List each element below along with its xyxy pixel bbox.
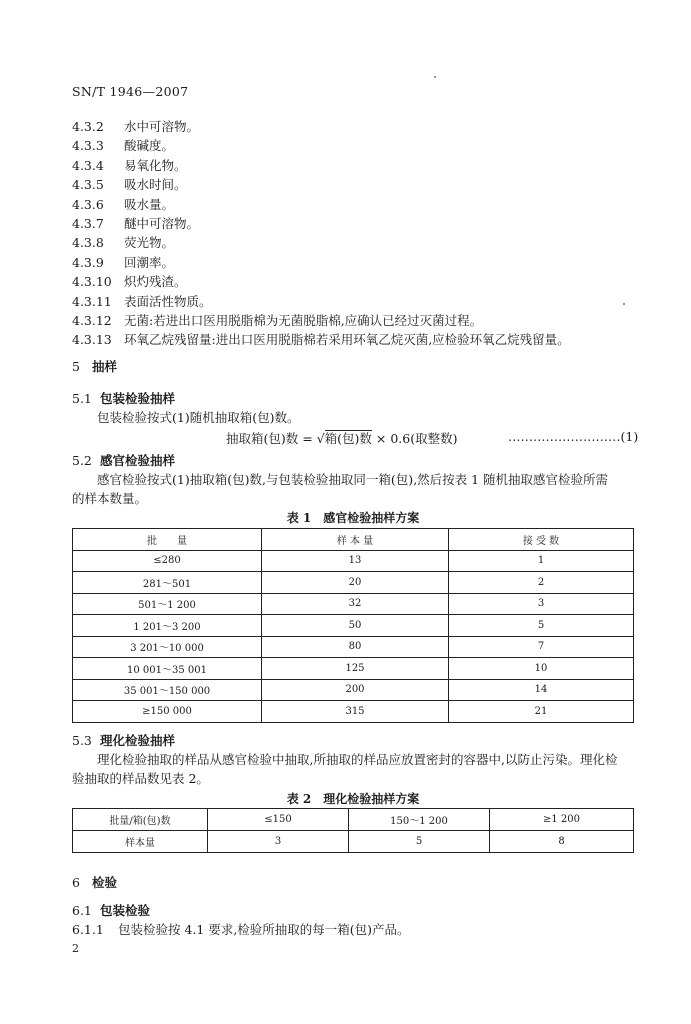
formula-rhs: × 0.6(取整数) bbox=[371, 431, 458, 446]
table-cell: 3 201～10 000 bbox=[73, 636, 262, 658]
clause-text: 表面活性物质。 bbox=[124, 293, 212, 309]
section-number: 5.3 bbox=[72, 733, 92, 748]
clause-text: 包装检验按 4.1 要求,检验所抽取的每一箱(包)产品。 bbox=[118, 922, 410, 937]
clause-item bbox=[72, 117, 199, 135]
paragraph-line: 理化检验抽取的样品从感官检验中抽取,所抽取的样品应放置密封的容器中,以防止污染。理化检 bbox=[97, 752, 618, 767]
column-header: 样 本 量 bbox=[262, 529, 449, 551]
table-row bbox=[73, 809, 634, 831]
table-2-caption: 表 2 理化检验抽样方案 bbox=[286, 792, 420, 806]
table-cell: 125 bbox=[262, 658, 449, 680]
table-cell: 50 bbox=[262, 615, 449, 637]
table-cell: 8 bbox=[490, 831, 634, 853]
clause-text: 易氧化物。 bbox=[124, 157, 187, 173]
table-cell: 5 bbox=[449, 615, 634, 637]
table-row bbox=[73, 593, 634, 615]
clause-number: 4.3.3 bbox=[72, 138, 104, 154]
clause-number: 4.3.13 bbox=[72, 332, 112, 348]
table-cell: 1 bbox=[449, 550, 634, 572]
clause-item bbox=[72, 233, 174, 251]
section-title: 理化检验抽样 bbox=[100, 733, 176, 748]
table-cell: ≤150 bbox=[208, 809, 349, 831]
table-cell: 315 bbox=[262, 701, 449, 723]
table-cell: 5 bbox=[349, 831, 490, 853]
section-6-heading bbox=[72, 873, 117, 891]
section-title: 检验 bbox=[92, 875, 118, 890]
table-1 bbox=[72, 528, 634, 723]
clause-text: 回潮率。 bbox=[124, 254, 175, 270]
scan-speck bbox=[434, 76, 436, 78]
section-number: 6.1 bbox=[72, 903, 92, 918]
clause-item bbox=[72, 156, 187, 174]
page-header: SN/T 1946—2007 bbox=[72, 84, 189, 99]
clause-item bbox=[72, 214, 199, 232]
section-5-heading bbox=[72, 357, 117, 375]
table-cell: 281～501 bbox=[73, 572, 262, 594]
table-header-row bbox=[73, 529, 634, 551]
section-title: 包装检验抽样 bbox=[100, 391, 176, 406]
table-cell: 10 001～35 001 bbox=[73, 658, 262, 680]
section-number: 5 bbox=[72, 359, 80, 374]
table-cell: 7 bbox=[449, 636, 634, 658]
formula-radicand: 箱(包)数 bbox=[324, 431, 372, 446]
table-cell: 10 bbox=[449, 658, 634, 680]
clause-text: 环氧乙烷残留量:进出口医用脱脂棉若采用环氧乙烷灭菌,应检验环氧乙烷残留量。 bbox=[124, 332, 570, 348]
table-cell: 3 bbox=[449, 593, 634, 615]
table-row bbox=[73, 701, 634, 723]
table-cell: ≤280 bbox=[73, 550, 262, 572]
page-number: 2 bbox=[72, 942, 79, 955]
formula bbox=[226, 429, 457, 447]
table-cell: 200 bbox=[262, 679, 449, 701]
paragraph-line: 的样本数量。 bbox=[72, 491, 148, 506]
clause-item bbox=[72, 136, 174, 154]
section-5-3-heading bbox=[72, 731, 175, 749]
table-cell: 150～1 200 bbox=[349, 809, 490, 831]
clause-number: 4.3.12 bbox=[72, 313, 112, 328]
clause-number: 4.3.9 bbox=[72, 254, 104, 270]
table-row bbox=[73, 636, 634, 658]
clause-number: 4.3.8 bbox=[72, 235, 104, 251]
table-cell: 样本量 bbox=[73, 831, 208, 853]
clause-text: 吸水量。 bbox=[124, 196, 175, 212]
table-cell: 32 bbox=[262, 593, 449, 615]
table-row bbox=[73, 615, 634, 637]
clause-text: 荧光物。 bbox=[124, 235, 175, 251]
clause-text: 炽灼残渣。 bbox=[124, 274, 187, 290]
table-cell: 501～1 200 bbox=[73, 593, 262, 615]
clause-item bbox=[72, 292, 212, 310]
table-cell: ≥1 200 bbox=[490, 809, 634, 831]
clause-number: 4.3.11 bbox=[72, 293, 112, 309]
section-title: 感官检验抽样 bbox=[100, 453, 176, 468]
table-cell: 2 bbox=[449, 572, 634, 594]
clause-number: 4.3.6 bbox=[72, 196, 104, 212]
section-number: 5.2 bbox=[72, 453, 92, 468]
clause-item bbox=[72, 195, 174, 213]
section-number: 5.1 bbox=[72, 391, 92, 406]
paragraph-line: 感官检验按式(1)抽取箱(包)数,与包装检验抽取同一箱(包),然后按表 1 随机抽取感官检验所需 bbox=[97, 472, 609, 487]
table-cell: 80 bbox=[262, 636, 449, 658]
table-1-caption: 表 1 感官检验抽样方案 bbox=[286, 511, 420, 525]
section-title: 包装检验 bbox=[100, 903, 151, 918]
clause-text: 无菌:若进出口医用脱脂棉为无菌脱脂棉,应确认已经过灭菌过程。 bbox=[124, 313, 483, 328]
table-cell: 13 bbox=[262, 550, 449, 572]
section-number: 6 bbox=[72, 875, 80, 890]
table-row bbox=[73, 550, 634, 572]
paragraph-line: 验抽取的样品数见表 2。 bbox=[72, 771, 209, 786]
table-cell: 1 201～3 200 bbox=[73, 615, 262, 637]
table-cell: 20 bbox=[262, 572, 449, 594]
table-row bbox=[73, 679, 634, 701]
column-header: 接 受 数 bbox=[449, 529, 634, 551]
clause-item bbox=[72, 175, 187, 193]
table-cell: 21 bbox=[449, 701, 634, 723]
clause-text: 水中可溶物。 bbox=[124, 119, 200, 134]
section-5-2-heading bbox=[72, 451, 175, 469]
table-row bbox=[73, 658, 634, 680]
table-cell: ≥150 000 bbox=[73, 701, 262, 723]
table-cell: 批量/箱(包)数 bbox=[73, 809, 208, 831]
clause-text: 吸水时间。 bbox=[124, 177, 187, 193]
clause-item bbox=[72, 253, 174, 271]
section-number: 6.1.1 bbox=[72, 922, 104, 937]
clause-text: 醚中可溶物。 bbox=[124, 216, 200, 231]
clause-item bbox=[72, 272, 187, 290]
clause-text: 酸碱度。 bbox=[124, 138, 175, 154]
clause-6-1-1 bbox=[72, 920, 410, 938]
equation-number: ………………………(1) bbox=[508, 429, 639, 444]
clause-number: 4.3.10 bbox=[72, 274, 112, 290]
section-5-1-heading bbox=[72, 389, 175, 407]
table-row bbox=[73, 572, 634, 594]
scan-speck bbox=[623, 303, 625, 305]
table-body bbox=[73, 550, 634, 722]
table-cell: 3 bbox=[208, 831, 349, 853]
table-row bbox=[73, 831, 634, 853]
section-title: 抽样 bbox=[92, 359, 118, 374]
column-header: 批 量 bbox=[73, 529, 262, 551]
sqrt-sign: √ bbox=[316, 431, 325, 446]
section-6-1-heading bbox=[72, 901, 150, 919]
clause-item bbox=[72, 311, 482, 329]
table-2 bbox=[72, 808, 634, 853]
clause-item bbox=[72, 330, 570, 348]
clause-number: 4.3.5 bbox=[72, 177, 104, 193]
clause-number: 4.3.2 bbox=[72, 119, 104, 134]
paragraph: 包装检验按式(1)随机抽取箱(包)数。 bbox=[97, 410, 300, 425]
clause-number: 4.3.4 bbox=[72, 157, 104, 173]
clause-number: 4.3.7 bbox=[72, 216, 104, 231]
formula-lhs: 抽取箱(包)数 = bbox=[226, 431, 317, 446]
table-cell: 14 bbox=[449, 679, 634, 701]
table-cell: 35 001～150 000 bbox=[73, 679, 262, 701]
